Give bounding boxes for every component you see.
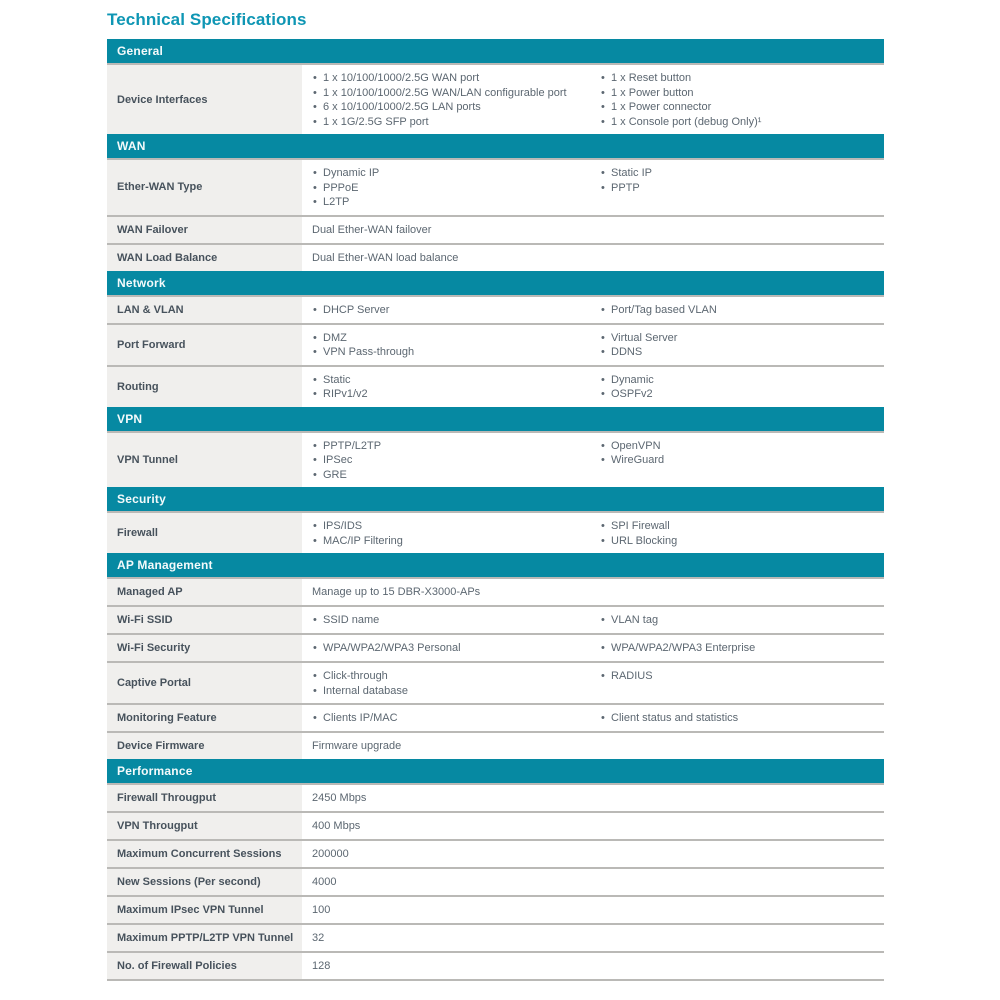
row-label: Ether-WAN Type [107,160,302,215]
row-label: VPN Througput [107,813,302,839]
row-label: Maximum Concurrent Sessions [107,841,302,867]
row-label: Captive Portal [107,663,302,703]
row-content [302,297,884,323]
bullet-item: • WPA/WPA2/WPA3 Enterprise [600,641,874,656]
section-header-wan: WAN [107,134,884,158]
row-content [302,65,884,134]
bullet-column-1 [312,373,600,402]
bullet-item: • OSPFv2 [600,387,874,402]
row-content [302,433,884,488]
bullet-item: • IPS/IDS [312,519,600,534]
row-label: Routing [107,367,302,407]
bullet-item: • 1 x Power button [600,86,874,101]
page-title: Technical Specifications [107,10,307,29]
bullet-column-2 [600,439,874,483]
table-row-maximum-concurrent-sessions [107,839,884,867]
row-value: 4000 [312,876,337,888]
bullet-column-1 [312,331,600,360]
bullet-item: • IPSec [312,453,600,468]
bullet-item: • VPN Pass-through [312,345,600,360]
row-value: 32 [312,932,325,944]
table-row-monitoring-feature [107,703,884,731]
table-row-no-of-firewall-policies [107,951,884,979]
row-content [302,705,884,731]
row-value: 100 [312,904,331,916]
bullet-column-2 [600,166,874,210]
row-label: Managed AP [107,579,302,605]
bullet-item: • RIPv1/v2 [312,387,600,402]
table-row-device-firmware [107,731,884,759]
table-row-managed-ap [107,577,884,605]
table-row-wi-fi-ssid [107,605,884,633]
bullet-item: • PPTP/L2TP [312,439,600,454]
bullet-column-1 [312,303,600,318]
row-label: Wi-Fi Security [107,635,302,661]
bullet-item: • 1 x 10/100/1000/2.5G WAN/LAN configurable port [312,86,600,101]
bullet-item: • SPI Firewall [600,519,874,534]
bullet-item: • DMZ [312,331,600,346]
table-row-lan-vlan [107,295,884,323]
row-label: WAN Load Balance [107,245,302,271]
row-label: LAN & VLAN [107,297,302,323]
bullet-item: • 1 x Power connector [600,100,874,115]
row-value: Dual Ether-WAN failover [312,223,432,236]
row-content [302,897,884,923]
bullet-item: • DHCP Server [312,303,600,318]
row-content [302,367,884,407]
row-label: Device Interfaces [107,65,302,134]
table-row-wan-load-balance [107,243,884,271]
row-label: Firewall [107,513,302,553]
row-value: Firmware upgrade [312,740,402,752]
table-row-firewall-througput [107,783,884,811]
row-value: 128 [312,960,331,972]
table-row-routing [107,365,884,407]
row-label: No. of Firewall Policies [107,953,302,979]
row-content [302,813,884,839]
bullet-item: • Virtual Server [600,331,874,346]
row-label: Maximum PPTP/L2TP VPN Tunnel [107,925,302,951]
bullet-item: • 1 x Reset button [600,71,874,86]
spec-content [107,10,884,981]
row-content [302,217,884,243]
bullet-item: • Client status and statistics [600,711,874,726]
bullet-item: • OpenVPN [600,439,874,454]
row-content [302,663,884,703]
table-row-device-interfaces [107,63,884,134]
row-value: 200000 [312,848,349,860]
bullet-item: • Click-through [312,669,600,684]
row-content [302,579,884,605]
row-label: Monitoring Feature [107,705,302,731]
row-label: Maximum IPsec VPN Tunnel [107,897,302,923]
row-content [302,869,884,895]
bullet-item: • MAC/IP Filtering [312,534,600,549]
row-label: WAN Failover [107,217,302,243]
table-row-new-sessions-per-second [107,867,884,895]
row-content [302,785,884,811]
section-header-general: General [107,39,884,63]
section-header-performance: Performance [107,759,884,783]
section-header-ap-management: AP Management [107,553,884,577]
row-label: New Sessions (Per second) [107,869,302,895]
bullet-item: • Clients IP/MAC [312,711,600,726]
bullet-item: • VLAN tag [600,613,874,628]
bullet-column-2 [600,71,874,129]
bullet-item: • 6 x 10/100/1000/2.5G LAN ports [312,100,600,115]
bullet-column-2 [600,613,874,628]
bullet-item: • URL Blocking [600,534,874,549]
bullet-column-1 [312,71,600,129]
table-row-port-forward [107,323,884,365]
row-value: Manage up to 15 DBR-X3000-APs [312,586,481,598]
bullet-item: • Dynamic IP [312,166,600,181]
row-content [302,925,884,951]
bullet-item: • 1 x 1G/2.5G SFP port [312,115,600,130]
table-row-wan-failover [107,215,884,243]
row-content [302,607,884,633]
spec-table [107,39,884,981]
bullet-item: • PPPoE [312,181,600,196]
bullet-item: • Internal database [312,684,600,699]
bullet-column-1 [312,439,600,483]
row-content [302,245,884,271]
bullet-item: • WireGuard [600,453,874,468]
bullet-item: • Dynamic [600,373,874,388]
bullet-column-2 [600,331,874,360]
bullet-item: • PPTP [600,181,874,196]
bullet-column-2 [600,641,874,656]
row-value: 2450 Mbps [312,792,367,804]
bullet-column-2 [600,669,874,698]
table-row-vpn-tunnel [107,431,884,488]
bullet-item: • 1 x Console port (debug Only)¹ [600,115,874,130]
row-content [302,513,884,553]
row-label: Firewall Througput [107,785,302,811]
bullet-item: • DDNS [600,345,874,360]
bullet-item: • GRE [312,468,600,483]
bullet-column-1 [312,613,600,628]
section-header-vpn: VPN [107,407,884,431]
bullet-column-2 [600,303,874,318]
bullet-item: • SSID name [312,613,600,628]
bullet-item: • WPA/WPA2/WPA3 Personal [312,641,600,656]
row-content [302,953,884,979]
bullet-item: • L2TP [312,195,600,210]
bullet-column-2 [600,711,874,726]
table-row-maximum-ipsec-vpn-tunnel [107,895,884,923]
table-row-wi-fi-security [107,633,884,661]
table-row-firewall [107,511,884,553]
section-header-network: Network [107,271,884,295]
row-label: Port Forward [107,325,302,365]
table-row-ether-wan-type [107,158,884,215]
row-content [302,325,884,365]
bullet-column-2 [600,373,874,402]
bullet-column-1 [312,519,600,548]
bullet-column-2 [600,519,874,548]
bullet-item: • Port/Tag based VLAN [600,303,874,318]
bullet-column-1 [312,166,600,210]
table-row-vpn-througput [107,811,884,839]
table-row-captive-portal [107,661,884,703]
bullet-item: • Static IP [600,166,874,181]
bullet-item: • 1 x 10/100/1000/2.5G WAN port [312,71,600,86]
row-label: Device Firmware [107,733,302,759]
row-content [302,160,884,215]
bullet-item: • RADIUS [600,669,874,684]
bullet-column-1 [312,669,600,698]
row-label: VPN Tunnel [107,433,302,488]
section-header-security: Security [107,487,884,511]
table-row-maximum-pptp-l2tp-vpn-tunnel [107,923,884,951]
row-value: Dual Ether-WAN load balance [312,251,459,264]
row-content [302,841,884,867]
row-content [302,733,884,759]
row-value: 400 Mbps [312,820,361,832]
row-content [302,635,884,661]
bullet-column-1 [312,711,600,726]
bullet-column-1 [312,641,600,656]
row-label: Wi-Fi SSID [107,607,302,633]
bullet-item: • Static [312,373,600,388]
